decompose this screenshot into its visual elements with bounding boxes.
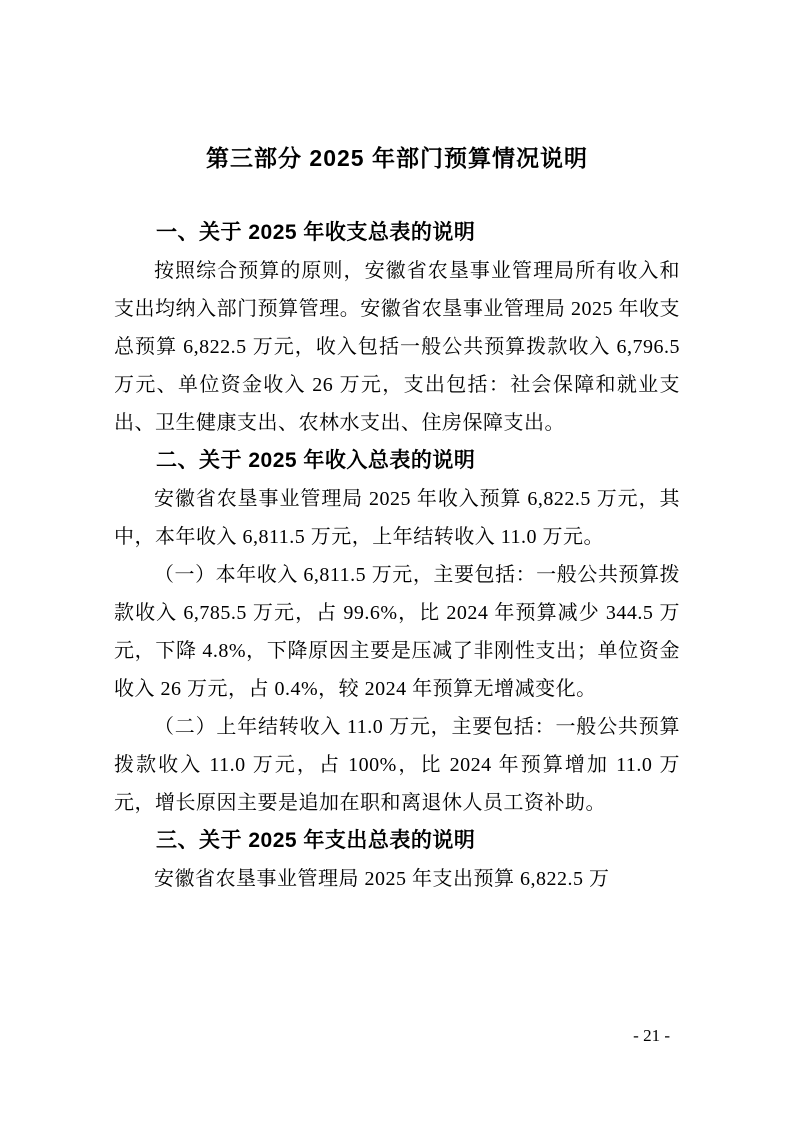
page-number: - 21 - [633, 1026, 670, 1045]
paragraph-1: 按照综合预算的原则，安徽省农垦事业管理局所有收入和支出均纳入部门预算管理。安徽省农垦事业管理局 2025 年收支总预算 6,822.5 万元，收入包括一般公共预算拨款收入 6,796.5 万元、单位资金收入 26 万元，支出包括：社会保障和就业支出、卫生健康支出、农林水支出、住房保障支出。 [114, 260, 680, 434]
section-heading-1: 一、关于 2025 年收支总表的说明 [156, 221, 476, 244]
paragraph-4: （二）上年结转收入 11.0 万元，主要包括：一般公共预算拨款收入 11.0 万元，占 100%，比 2024 年预算增加 11.0 万元，增长原因主要是追加在职和离退休人员工资补助。 [114, 716, 680, 814]
paragraph-2: 安徽省农垦事业管理局 2025 年收入预算 6,822.5 万元，其中，本年收入 6,811.5 万元，上年结转收入 11.0 万元。 [114, 488, 680, 548]
document-content [114, 138, 680, 898]
section-heading-2: 二、关于 2025 年收入总表的说明 [156, 449, 476, 472]
paragraph-5: 安徽省农垦事业管理局 2025 年支出预算 6,822.5 万 [154, 868, 610, 890]
section-heading-3: 三、关于 2025 年支出总表的说明 [156, 829, 476, 852]
document-title: 第三部分 2025 年部门预算情况说明 [206, 145, 588, 171]
paragraph-3: （一）本年收入 6,811.5 万元，主要包括：一般公共预算拨款收入 6,785.5 万元，占 99.6%，比 2024 年预算减少 344.5 万元，下降 4.8%，下降原因主要是压减了非刚性支出；单位资金收入 26 万元，占 0.4%，较 2024 年预算无增减变化。 [114, 564, 680, 700]
